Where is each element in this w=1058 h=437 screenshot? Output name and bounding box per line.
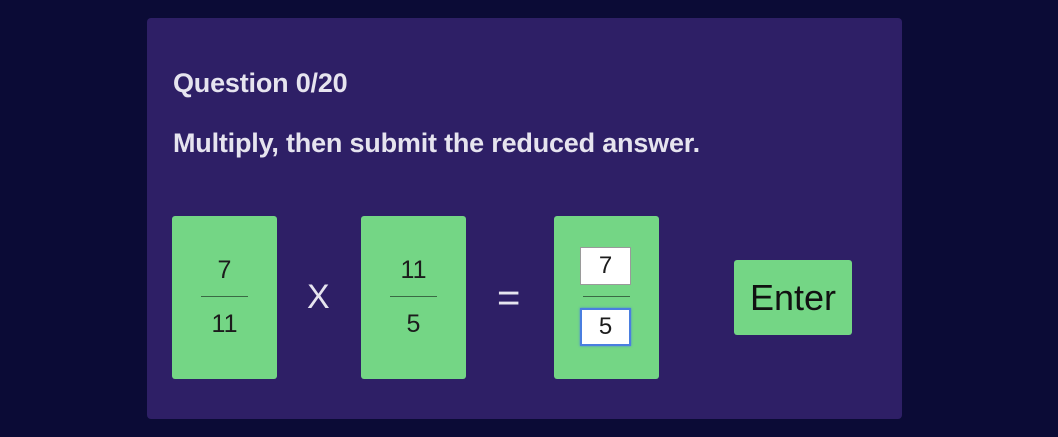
enter-button[interactable]: Enter bbox=[734, 260, 852, 335]
answer-card bbox=[554, 216, 659, 379]
fraction-card-second bbox=[361, 216, 466, 379]
second-denominator: 5 bbox=[406, 310, 421, 338]
answer-denominator-input[interactable] bbox=[580, 308, 631, 346]
question-counter: Question 0/20 bbox=[173, 68, 348, 98]
answer-fraction-bar bbox=[583, 296, 630, 297]
fraction-card-first bbox=[172, 216, 277, 379]
question-instructions: Multiply, then submit the reduced answer. bbox=[173, 128, 700, 158]
multiply-operator: X bbox=[307, 278, 330, 316]
first-denominator: 11 bbox=[211, 310, 238, 338]
first-numerator: 7 bbox=[217, 256, 232, 284]
fraction-bar bbox=[201, 296, 248, 297]
fraction-bar bbox=[390, 296, 437, 297]
answer-numerator-input[interactable] bbox=[580, 247, 631, 285]
equals-operator: = bbox=[497, 276, 521, 320]
second-numerator: 11 bbox=[400, 256, 427, 284]
quiz-panel bbox=[147, 18, 902, 419]
